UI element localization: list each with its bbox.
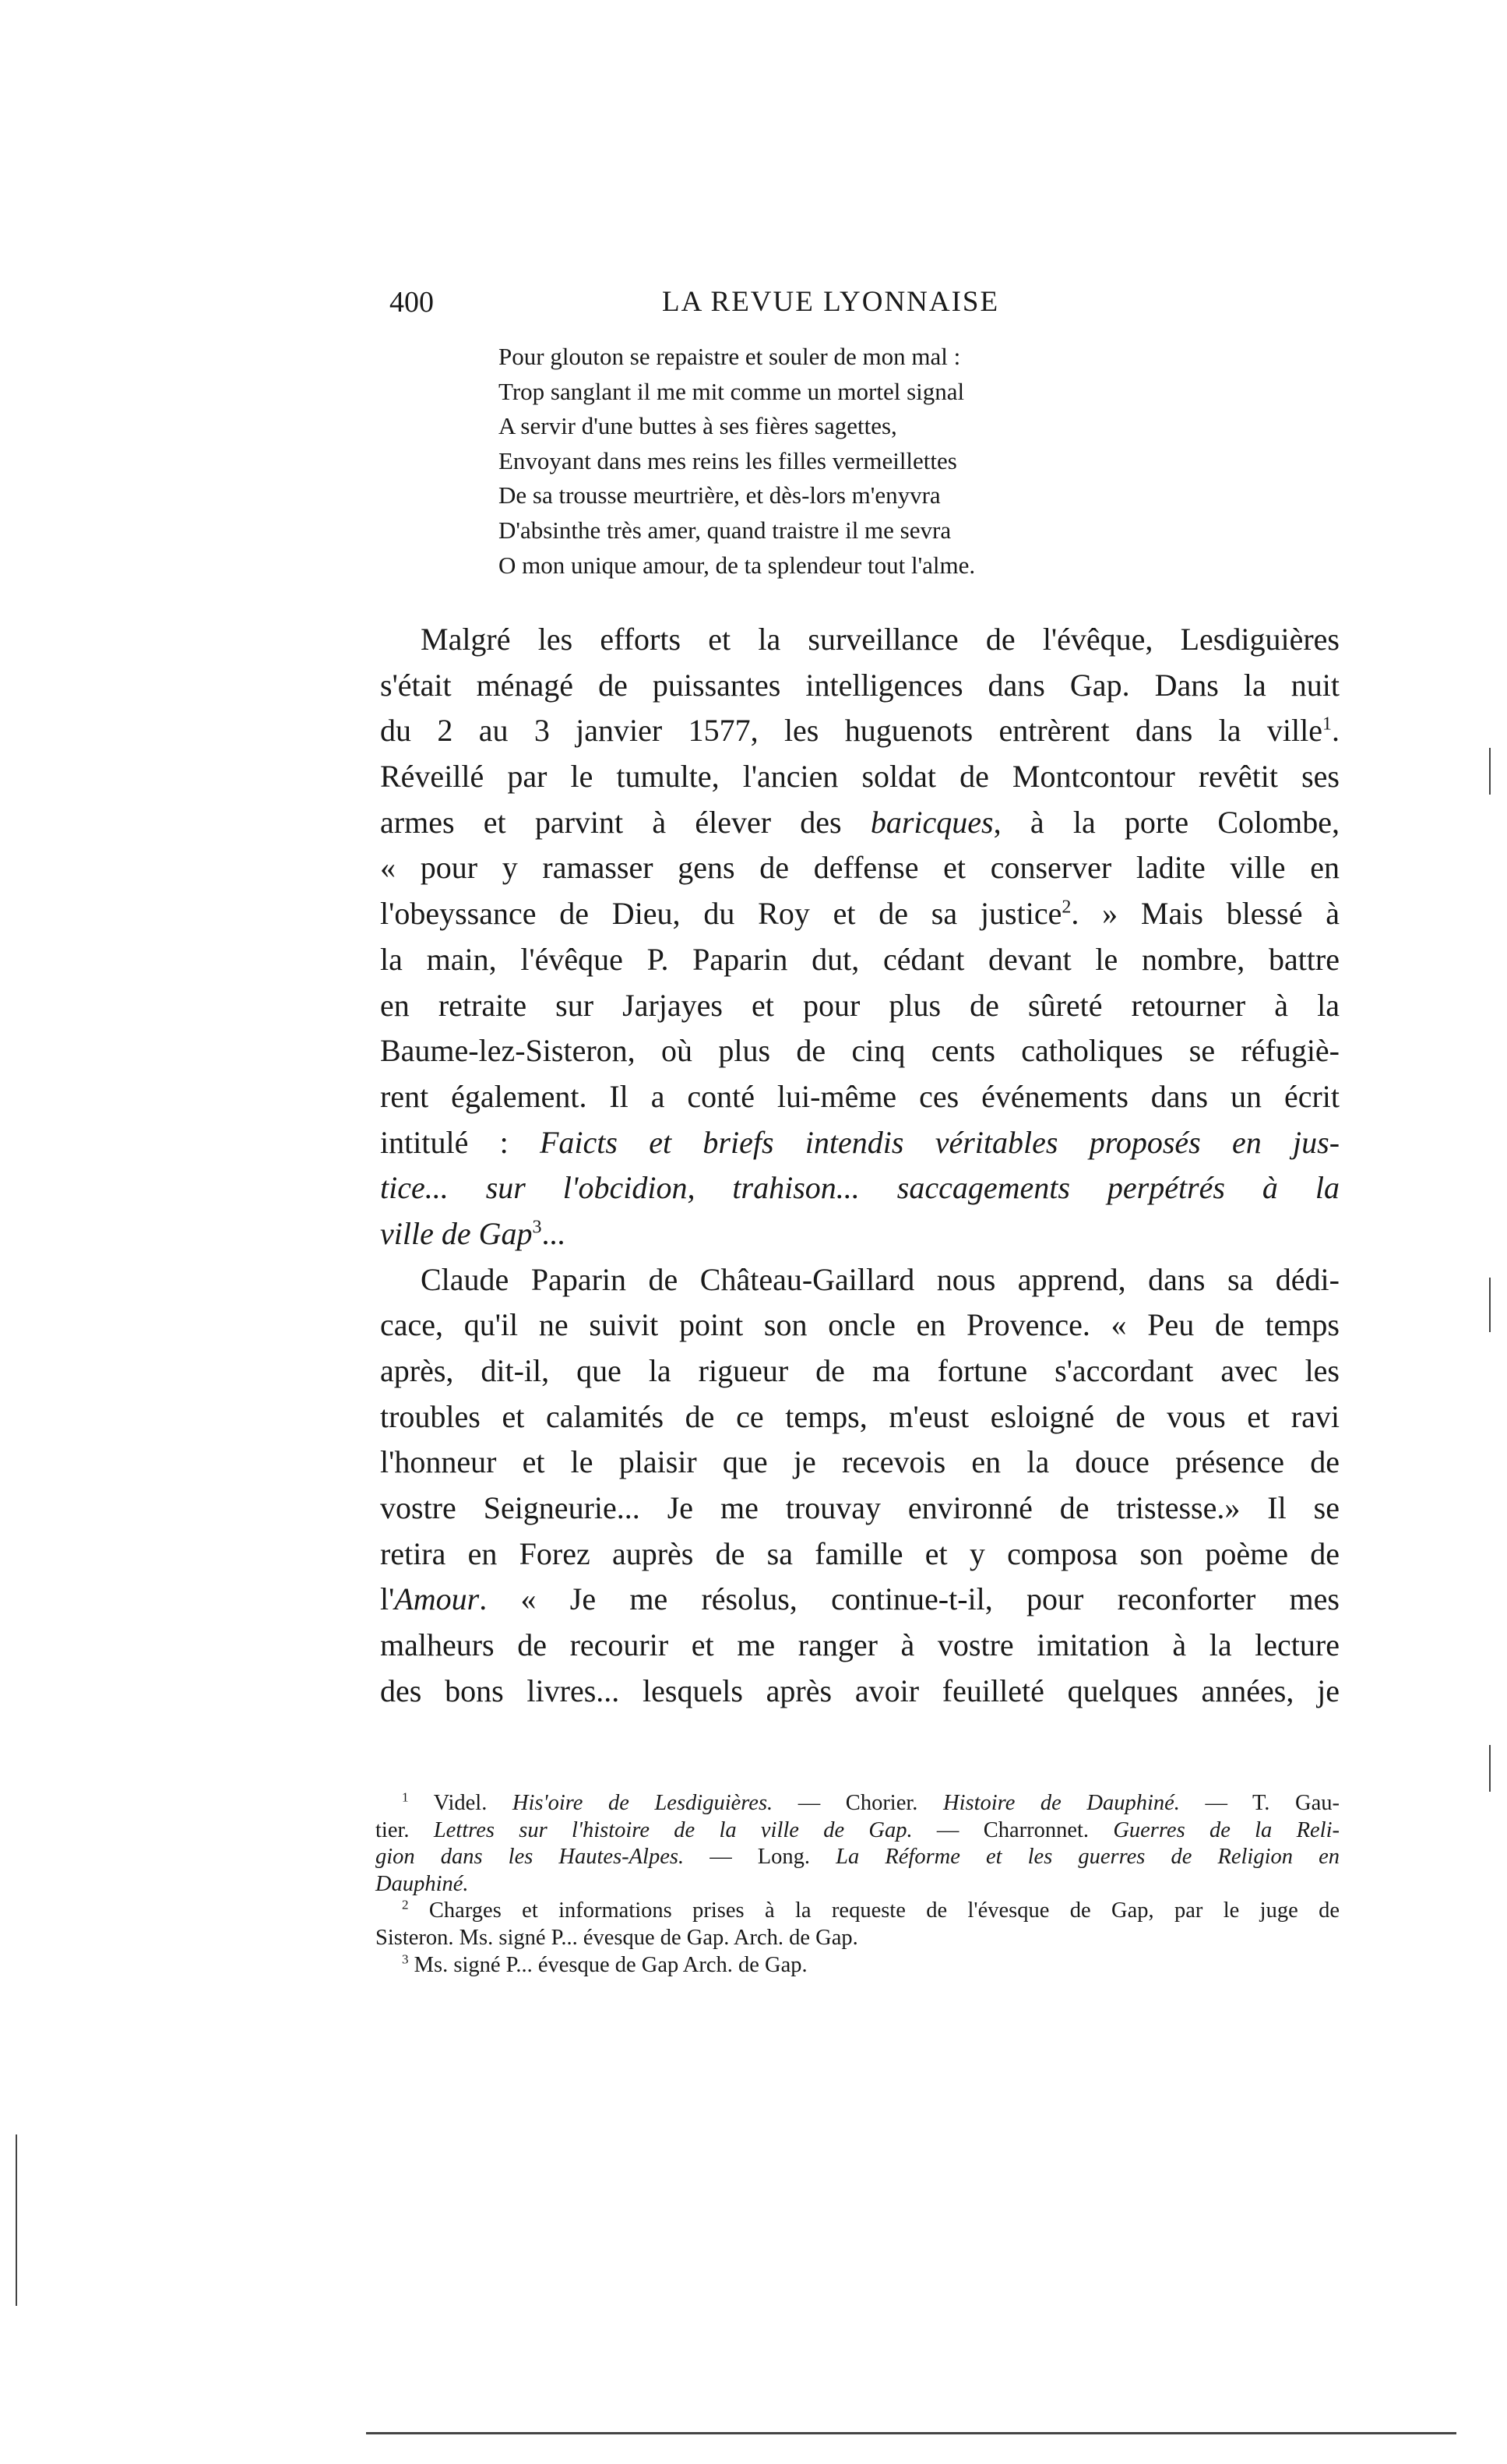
page-number: 400 xyxy=(389,286,434,319)
note-line: gion dans les Hautes-Alpes. — Long. La Réforme et les guerres de Religion en xyxy=(375,1845,1340,1870)
poem-line: Trop sanglant il me mit comme un mortel signal xyxy=(498,377,965,405)
note-line: Sisteron. Ms. signé P... évesque de Gap. Arch. de Gap. xyxy=(375,1925,858,1950)
scan-edge-line xyxy=(16,2134,17,2306)
scan-edge-line xyxy=(1489,1278,1491,1332)
text-line: ville de Gap$^3$... xyxy=(380,1215,565,1251)
text-line xyxy=(380,1165,1340,1211)
text-line: Malgré les efforts et la surveillance de l'évêque, Lesdiguières xyxy=(421,622,1340,657)
poem-line: Pour glouton se repaistre et souler de mon mal : xyxy=(498,343,961,370)
text-line: Baume-lez-Sisteron, où plus de cinq cents catholiques se réfugiè- xyxy=(380,1033,1340,1069)
work-title: ville de Gap xyxy=(380,1215,533,1251)
text-line: intitulé : Faicts et briefs intendis véritables proposés en jus- xyxy=(380,1124,1340,1160)
text-line: l'obeyssance de Dieu, du Roy et de sa justice$^2$. » Mais blessé à xyxy=(380,896,1340,932)
footnote-2 xyxy=(375,1898,1340,1951)
text-line: en retraite sur Jarjayes et pour plus de sûreté retourner à la xyxy=(380,987,1340,1023)
footnote-ref: 1 xyxy=(1322,714,1332,735)
poem-line: Envoyant dans mes reins les filles vermeillettes xyxy=(498,446,957,474)
footnotes xyxy=(375,1790,1340,1979)
work-title: tice... sur l'obcidion, trahison... saccagements perpétrés à la xyxy=(380,1170,1340,1206)
text-line: l'Amour. « Je me résolus, continue-t-il, pour reconforter mes xyxy=(380,1581,1340,1617)
poem-line: D'absinthe très amer, quand traistre il me sevra xyxy=(498,516,952,544)
scan-bottom-line xyxy=(366,2432,1456,2434)
poem-line: O mon unique amour, de ta splendeur tout l'alme. xyxy=(498,551,976,579)
text-line: du 2 au 3 janvier 1577, les huguenots entrèrent dans la ville$^1$. xyxy=(380,713,1340,749)
text-line: armes et parvint à élever des baricques, à la porte Colombe, xyxy=(380,804,1340,840)
note-line: $^2$ Charges et informations prises à la requeste de l'évesque de Gap, par le juge de xyxy=(402,1897,1340,1923)
text-line: « pour y ramasser gens de deffense et conserver ladite ville en xyxy=(380,850,1340,886)
main-text xyxy=(380,617,1340,1715)
running-header xyxy=(389,285,1324,324)
text-line: malheurs de recourir et me ranger à vostre imitation à la lecture xyxy=(380,1627,1340,1663)
note-line: $^3$ Ms. signé P... évesque de Gap Arch. de Gap. xyxy=(402,1951,808,1977)
footnote-3 xyxy=(375,1952,1340,1979)
text-line: Réveillé par le tumulte, l'ancien soldat de Montcontour revêtit ses xyxy=(380,759,1340,795)
text-line: Claude Paparin de Château-Gaillard nous apprend, dans sa dédi- xyxy=(421,1261,1340,1297)
text-line: la main, l'évêque P. Paparin dut, cédant devant le nombre, battre xyxy=(380,941,1340,977)
note-line: $^1$ Videl. His'oire de Lesdiguières. — Chorier. Histoire de Dauphiné. — T. Gau- xyxy=(402,1789,1340,1815)
footnote-1 xyxy=(375,1790,1340,1898)
scan-edge-line xyxy=(1489,1745,1491,1792)
text-line: rent également. Il a conté lui-même ces événements dans un écrit xyxy=(380,1078,1340,1114)
poem-line: De sa trousse meurtrière, et dès-lors m'enyvra xyxy=(498,481,941,509)
text-line: l'honneur et le plaisir que je recevois en la douce présence de xyxy=(380,1444,1340,1480)
text-line: après, dit-il, que la rigueur de ma fortune s'accordant avec les xyxy=(380,1353,1340,1388)
text-line: s'était ménagé de puissantes intelligences dans Gap. Dans la nuit xyxy=(380,667,1340,703)
scan-edge-line xyxy=(1489,748,1491,795)
note-line: tier. Lettres sur l'histoire de la ville de Gap. — Charronnet. Guerres de la Reli- xyxy=(375,1817,1340,1842)
text-line: des bons livres... lesquels après avoir feuilleté quelques années, je xyxy=(380,1673,1340,1708)
running-title: LA REVUE LYONNAISE xyxy=(662,286,1000,318)
text-line: retira en Forez auprès de sa famille et y composa son poème de xyxy=(380,1535,1340,1571)
paragraph-1 xyxy=(380,617,1340,1257)
text-line: vostre Seigneurie... Je me trouvay environné de tristesse.» Il se xyxy=(380,1490,1340,1526)
poem-line: A servir d'une buttes à ses fières sagettes, xyxy=(498,412,897,440)
poem-excerpt xyxy=(498,340,1277,583)
footnote-ref: 3 xyxy=(532,1217,542,1238)
work-title: Faicts et briefs intendis véritables proposés en jus- xyxy=(540,1124,1340,1160)
note-line: Dauphiné. xyxy=(375,1871,469,1896)
text-line: troubles et calamités de ce temps, m'eust esloigné de vous et ravi xyxy=(380,1398,1340,1434)
footnote-ref: 2 xyxy=(1062,897,1072,918)
text-line: cace, qu'il ne suivit point son oncle en Provence. « Peu de temps xyxy=(380,1307,1340,1343)
paragraph-2 xyxy=(380,1257,1340,1715)
